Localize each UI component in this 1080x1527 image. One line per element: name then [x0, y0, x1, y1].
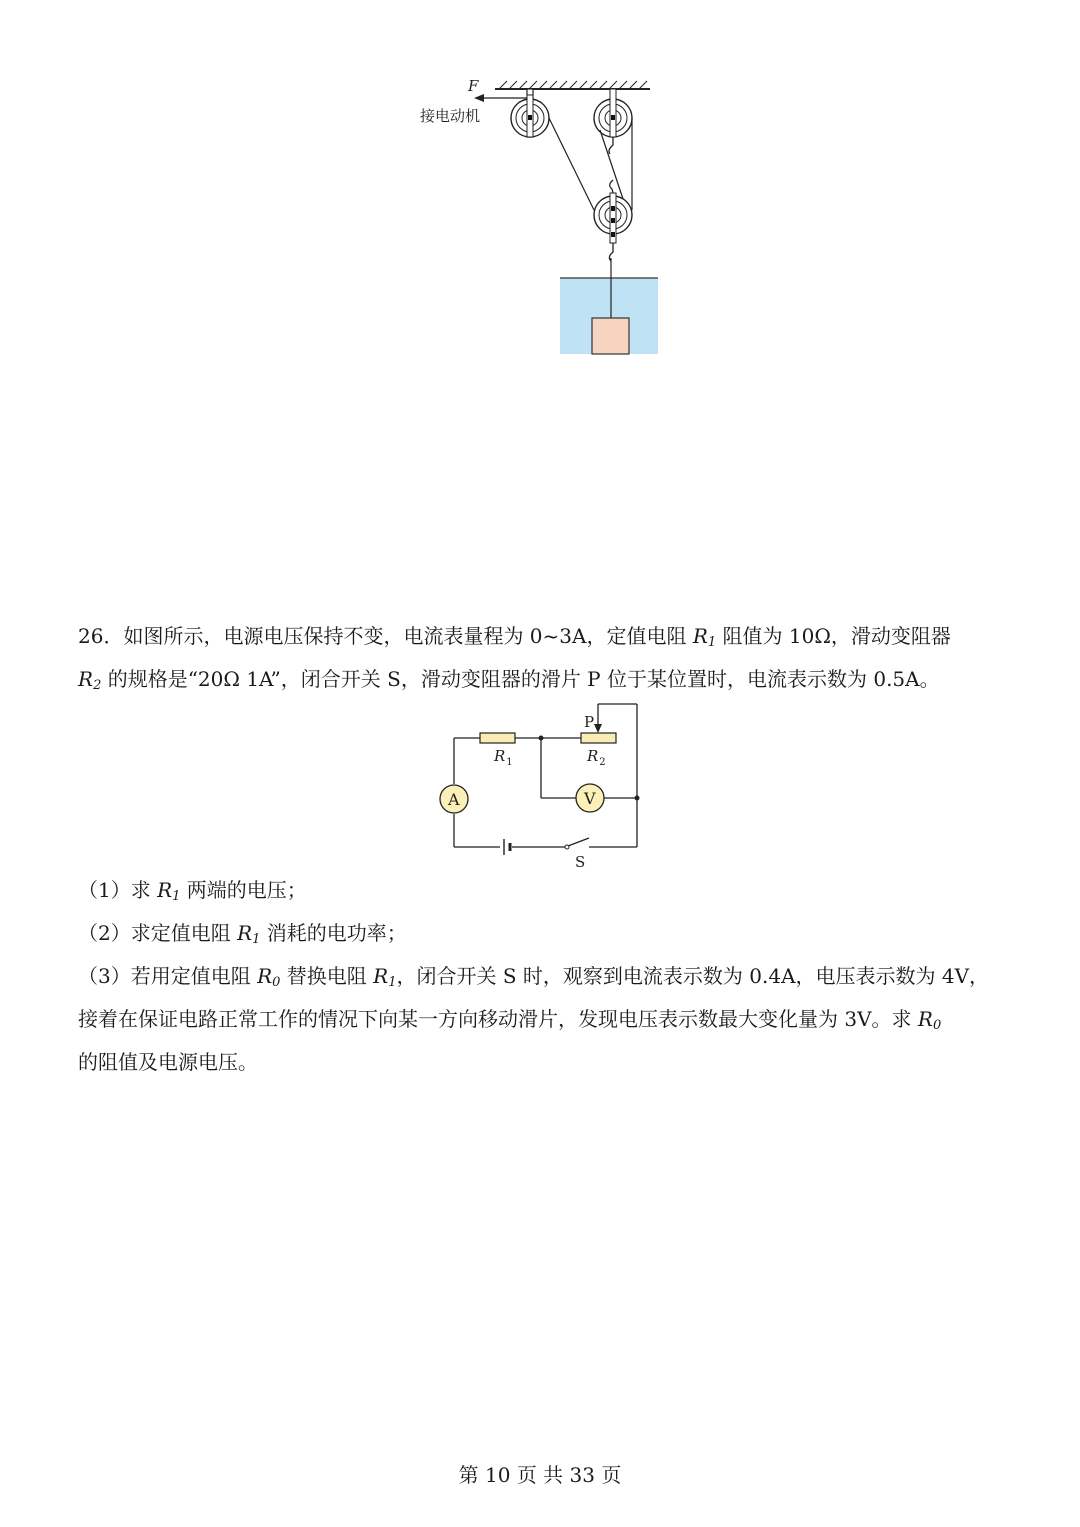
fixed-pulley-left	[511, 89, 549, 137]
r2-label	[586, 747, 606, 768]
junction-node-top	[539, 736, 544, 741]
ceiling-hatching	[499, 81, 647, 89]
r1-label-symbol: R	[494, 747, 506, 765]
force-arrowhead	[474, 94, 484, 102]
resistor-r1	[480, 733, 515, 743]
r2-symbol: R	[78, 667, 94, 691]
sub2-subscript: 1	[252, 932, 261, 947]
force-label: F	[468, 77, 479, 95]
junction-node-right	[635, 796, 640, 801]
r1-label-subscript: 1	[506, 757, 513, 768]
ammeter-label: A	[448, 790, 460, 809]
movable-pulley	[594, 180, 632, 261]
sub3-r0-symbol: R	[257, 964, 273, 988]
sub3-line2-symbol: R	[917, 1007, 933, 1031]
r2-subscript: 2	[93, 678, 102, 693]
sub1-subscript: 1	[172, 889, 181, 904]
q26-line1-a: 如图所示，电源电压保持不变，电流表量程为 0~3A，定值电阻	[123, 624, 693, 648]
r1-label	[493, 747, 513, 768]
switch-pivot	[565, 845, 569, 849]
switch-s-label: S	[575, 853, 586, 871]
r1-subscript: 1	[707, 635, 717, 650]
voltmeter-label: V	[584, 789, 596, 808]
motor-label: 接电动机	[420, 107, 481, 125]
sub-question-3-line1	[78, 955, 1008, 1004]
sub3-line2-a: 接着在保证电路正常工作的情况下向某一方向移动滑片，发现电压表示数最大变化量为 3V。求	[78, 1007, 918, 1031]
slider-arrowhead	[594, 724, 602, 733]
circuit-wires	[454, 704, 637, 847]
sub3-line1-c: ，闭合开关 S 时，观察到电流表示数为 0.4A，电压表示数为 4V，	[396, 964, 990, 988]
sub2-suffix: 消耗的电功率；	[260, 921, 407, 945]
pulley-system-figure	[400, 70, 680, 365]
sub-question-2	[78, 912, 1008, 961]
sub-question-1	[78, 869, 1008, 918]
resistor-r2	[581, 733, 616, 743]
sub-question-3-line2	[78, 998, 1008, 1047]
sub2-symbol: R	[237, 921, 253, 945]
r2-label-subscript: 2	[599, 757, 606, 768]
question-26-line1	[78, 615, 1008, 664]
sub3-r1-subscript: 1	[388, 975, 397, 990]
submerged-block	[592, 318, 629, 354]
q26-line2-a: 的规格是“20Ω 1A”，闭合开关 S，滑动变阻器的滑片 P 位于某位置时，电流表示数为 0.5A。	[101, 667, 940, 691]
question-number: 26．	[78, 624, 124, 648]
sub2-prefix: （2）求定值电阻	[78, 921, 238, 945]
r2-label-symbol: R	[587, 747, 599, 765]
sub-question-3-line3	[78, 1041, 1008, 1084]
r1-symbol: R	[692, 624, 708, 648]
sub3-line2-subscript: 0	[932, 1018, 942, 1033]
slider-p-label: P	[584, 713, 595, 731]
sub1-suffix: 两端的电压；	[180, 878, 307, 902]
fixed-pulley-right	[594, 89, 632, 154]
sub3-line1-b: 替换电阻	[280, 964, 374, 988]
sub3-r1-symbol: R	[373, 964, 389, 988]
sub1-prefix: （1）求	[78, 878, 158, 902]
q26-line1-b: 阻值为 10Ω，滑动变阻器	[716, 624, 951, 648]
page-footer: 第 10 页 共 33 页	[458, 1463, 622, 1487]
sub3-line3: 的阻值及电源电压。	[78, 1050, 258, 1074]
sub1-symbol: R	[157, 878, 173, 902]
circuit-diagram	[430, 700, 660, 875]
sub3-line1-a: （3）若用定值电阻	[78, 964, 258, 988]
sub3-r0-subscript: 0	[272, 975, 281, 990]
